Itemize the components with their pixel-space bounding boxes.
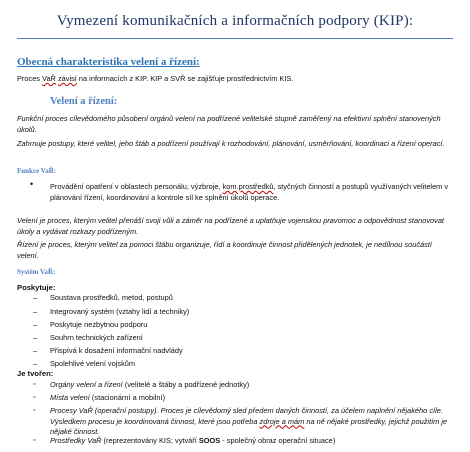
dash-marker: – <box>33 333 38 342</box>
square-marker: ▫ <box>33 437 36 444</box>
intro-var-word: VaŘ <box>42 74 56 83</box>
title-underline-rule <box>17 38 453 39</box>
functions-bullet-squiggle: kom.prostředků <box>222 182 274 191</box>
intro-text-post: na informacích z KIP. KIP a SVŘ se zajišťuje prostřednictvím KIS. <box>76 74 294 83</box>
intro-paragraph <box>17 74 453 85</box>
dash-marker: – <box>33 359 38 368</box>
dash-marker: – <box>33 320 38 329</box>
heading-system: Systém VaŘ: <box>17 268 56 276</box>
functions-bullet-post: , styčných činností a postupů využívaných velitelem v plánování řízení, koordinování a kontrole síl ke splnění úkolů operace. <box>50 182 449 202</box>
functions-bullet-pre: Provádění opatření v oblastech personálu, výzbroje, <box>50 182 223 191</box>
square-marker: ▫ <box>33 407 36 414</box>
definition-control: Řízení je proces, kterým velitel za pomoci štábu organizuje, řídí a koordinuje činnost přidělených jednotek, je nedílnou součástí velení. <box>17 240 432 260</box>
heading-general-characteristics: Obecná charakteristika velení a řízení: <box>17 56 200 68</box>
dash-marker: – <box>33 293 38 302</box>
heading-command-and-control: Velení a řízení: <box>50 96 118 107</box>
functions-bullet-text <box>50 182 455 203</box>
command-paragraph-1: Funkční proces cílevědomého působení orgánů velení na podřízené velitelské stupně zaměřený na efektivní splnění stanovených úkolů. <box>17 114 441 134</box>
document-title: Vymezení komunikačních a informačních podpory (KIP): <box>56 13 414 29</box>
bullet-dot: • <box>30 179 34 189</box>
definition-command: Velení je proces, kterým velitel přenáší svoji vůli a záměr na podřízené a uplatňuje vojenskou pravomoc a odpovědnost stanovovat úkoly a vydávat rozkazy podřízeným. <box>17 216 444 236</box>
document-page: Vymezení komunikačních a informačních podpory (KIP): Obecná charakteristika velení a řízení: Proces VaŘ závisí na informacích z KIP. KIP a SVŘ se zajišťuje prostřednictvím KIS. Velení a řízení: Funkční proces cílevědomého působení orgánů velení na podřízené velitelské stupně zaměřený na efektivní splnění stanovených úkolů. Zahrnuje postupy, které velitel, jeho štáb a podřízení používají k rozhodování, plánování, usměrňování, koordinaci a řízení operací. Funkce VaŘ: • Provádění opatření v oblastech personálu, výzbroje, kom.prostředků, styčných činností a postupů využívaných velitelem v plánování řízení, koordinování a kontrole síl ke splnění úkolů operace. Velení je proces, kterým velitel přenáší svoji vůli a záměr na podřízené a uplatňuje vojenskou pravomoc a odpovědnost stanovovat úkoly a vydávat rozkazy podřízeným. Řízení je proces, kterým velitel za pomoci štábu organizuje, řídí a koordinuje činnost přidělených jednotek, je nedílnou součástí velení. Systém VaŘ: Poskytuje: – Soustava prostředků, metod, postupů – Integrovaný systém (vztahy lidí a techniky) – Poskytuje nezbytnou podporu – Souhrn technických zařízení – Přispívá k dosažení informační nadvlády – Spolehlivé velení vojskům Je tvořen: ▫ Orgány velení a řízení (velitelé a štáby a podřízené jednotky) ▫ Místa velení (stacionární a mobilní) ▫ Procesy VaŘ (operační postupy). Proces je cílevědomý sled předem daných činností, za účelem naplnění nějakého cíle. Výsledkem procesu je koordinovaná činnost, které jsou potřeba zdroje a mám na ně nějaké prostředky, jejichž použitím je nějaké činnost. ▫ Prostředky VaŘ (reprezentovány KIS; vytváří SOOS - společný obraz operační situace) <box>0 0 470 452</box>
square-marker: ▫ <box>33 381 36 388</box>
dash-marker: – <box>33 307 38 316</box>
intro-zavisi-word: závisí <box>57 74 77 83</box>
formed-label: Je tvořen: <box>17 369 54 378</box>
dash-marker: – <box>33 346 38 355</box>
heading-functions: Funkce VaŘ: <box>17 167 57 175</box>
square-marker: ▫ <box>33 394 36 401</box>
command-paragraph-2: Zahrnuje postupy, které velitel, jeho štáb a podřízení používají k rozhodování, plánování, usměrňování, koordinaci a řízení operací. <box>17 139 445 148</box>
provides-label: Poskytuje: <box>17 283 56 292</box>
intro-text-pre: Proces <box>17 74 43 83</box>
